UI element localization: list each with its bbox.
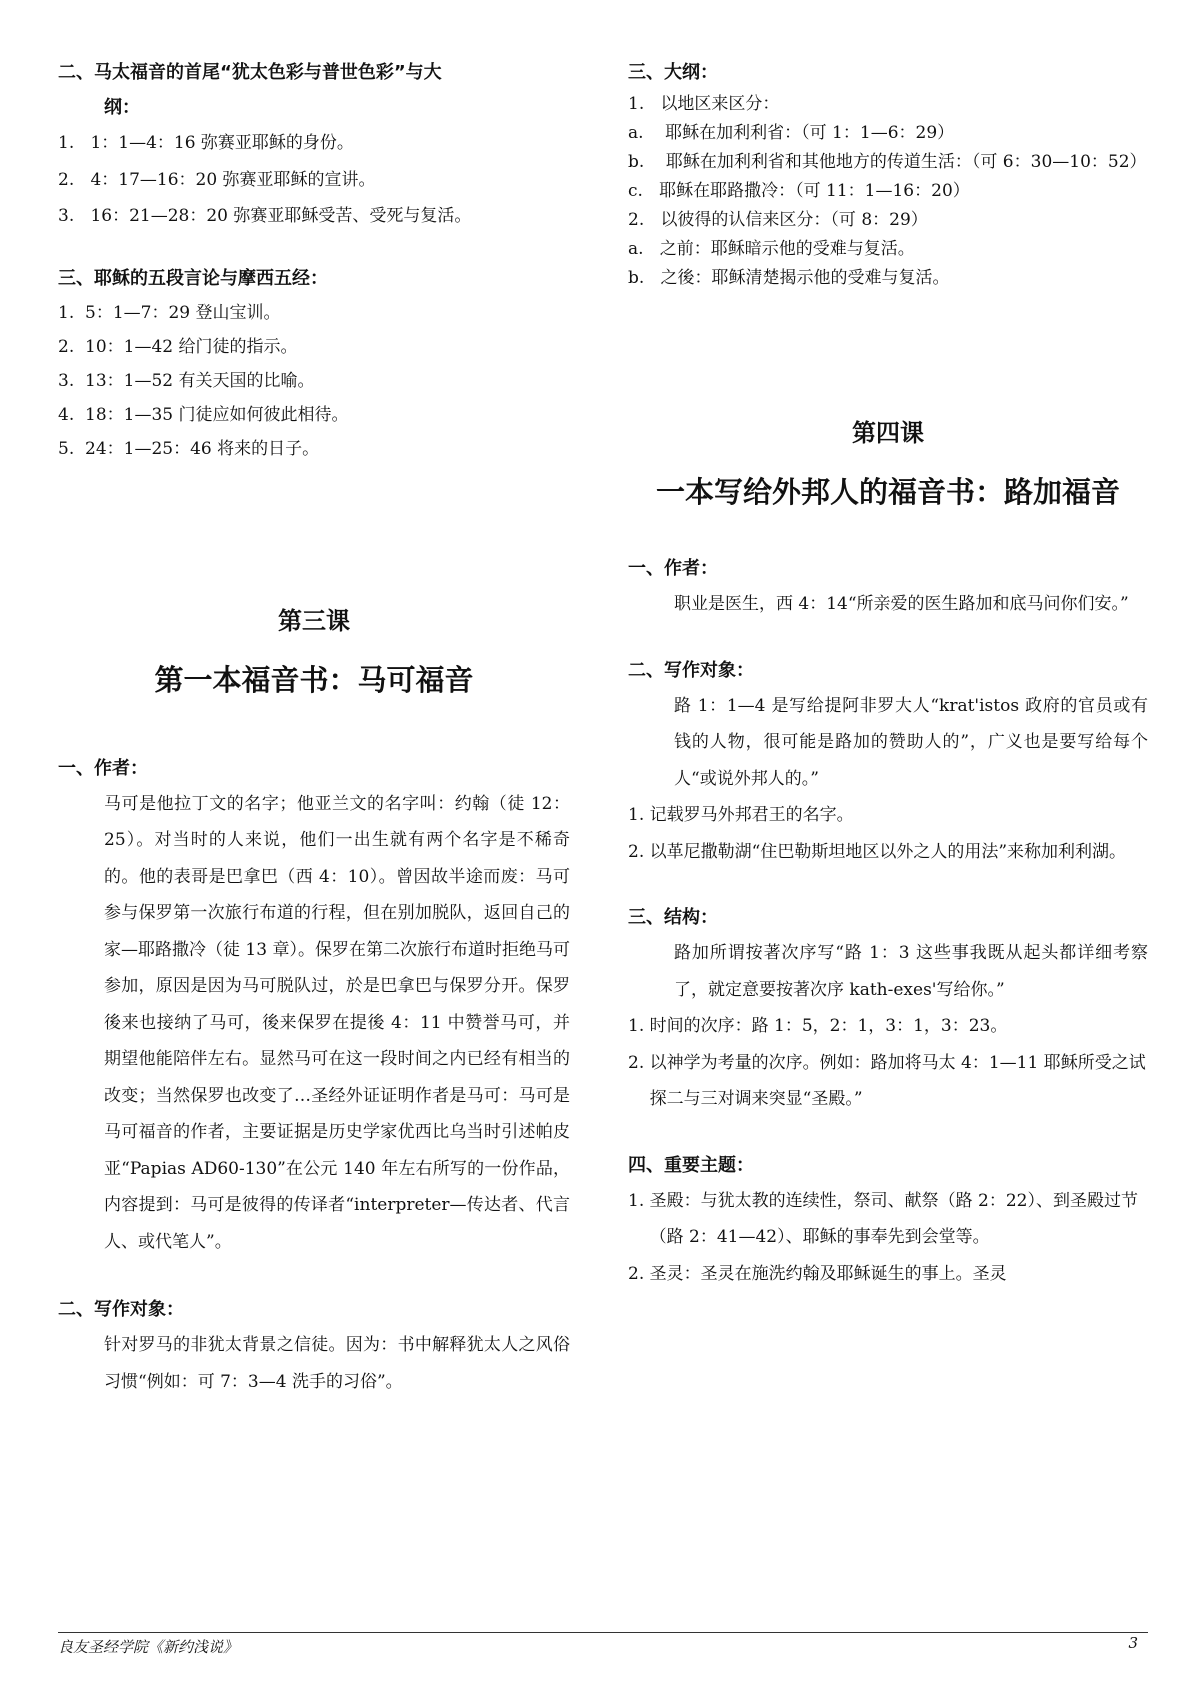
right-column [628,55,1148,1292]
item-number: b. [628,152,666,172]
item-number: 5. [58,438,86,459]
list-item [628,797,1148,834]
item-number: 1. [628,1190,650,1211]
list-item [58,432,570,466]
list-item [628,264,1148,293]
item-number: 3. [58,206,91,226]
section-heading: 二、写作对象： [628,659,754,681]
list-item [628,119,1148,148]
item-text: 圣殿：与犹太教的连续性，祭司、献祭（路 2：22）、到圣殿过节（路 2：41—42）、耶稣的事奉先到会堂等。 [649,1190,1138,1247]
item-number: 3. [58,370,86,391]
item-text: 4：17—16：20 弥赛亚耶稣的宣讲。 [90,169,376,190]
footer-divider [58,1632,1148,1633]
body-paragraph: 路加所谓按著次序写“路 1：3 这些事我既从起头都详细考察了，就定意要按著次序 kath-exes'写给你。” [674,943,1148,1000]
item-text: 时间的次序：路 1：5，2：1，3：1，3：23。 [649,1016,1008,1036]
footer-source: 良友圣经学院《新约浅说》 [58,1638,239,1656]
body-paragraph: 路 1：1—4 是写给提阿非罗大人“krat'istos 政府的官员或有钱的人物，很可能是路加的赞助人的”，广义也是要写给每个人“或说外邦人的。” [674,695,1148,789]
item-text: 以革尼撒勒湖“住巴勒斯坦地区以外之人的用法”来称加利利湖。 [649,841,1127,862]
section-heading: 一、作者： [58,757,148,779]
numbered-list [628,1183,1148,1293]
numbered-list [628,797,1148,870]
list-item [628,1008,1148,1045]
item-number: 4. [58,404,86,425]
list-item [58,162,570,199]
item-number: 1. [628,805,650,825]
body-paragraph: 职业是医生，西 4：14“所亲爱的医生路加和底马问你们安。” [674,594,1129,614]
list-item [58,330,570,364]
item-number: 1. [58,133,91,153]
lesson-number: 第四课 [852,419,924,447]
item-number: a. [628,239,660,259]
item-text: 耶稣在耶路撒冷：（可 11：1—16：20） [659,181,970,201]
list-item [58,364,570,398]
item-number: b. [628,268,661,288]
section-heading: 三、耶稣的五段言论与摩西五经： [58,267,328,289]
item-text: 10：1—42 给门徒的指示。 [85,336,298,357]
item-number: 2. [58,336,86,357]
item-text: 16：21—28：20 弥赛亚耶稣受苦、受死与复活。 [90,206,472,226]
item-text: 24：1—25：46 将来的日子。 [85,438,320,459]
body-paragraph: 针对罗马的非犹太背景之信徒。因为：书中解释犹太人之风俗习惯“例如：可 7：3—4 洗手的习俗”。 [104,1335,570,1392]
page-number: 3 [1128,1634,1138,1652]
item-number: 2. [628,841,650,862]
outline-list [628,90,1148,293]
item-text: 之後：耶稣清楚揭示他的受难与复活。 [660,268,950,288]
item-text: 5：1—7：29 登山宝训。 [85,302,281,323]
item-text: 记载罗马外邦君王的名字。 [649,805,854,825]
section-heading: 三、大纲： [628,62,718,83]
section-heading: 一、作者： [628,558,718,579]
item-text: 耶稣在加利利省和其他地方的传道生活：（可 6：30—10：52） [665,152,1147,172]
list-item [58,125,570,162]
lesson-title: 一本写给外邦人的福音书：路加福音 [655,475,1120,509]
item-text: 13：1—52 有关天国的比喻。 [85,370,315,391]
section-heading [58,55,570,125]
list-item [628,1045,1148,1118]
list-item [628,90,1148,119]
numbered-list [58,296,570,466]
numbered-list [628,1008,1148,1118]
section-heading: 二、写作对象： [58,1299,184,1320]
list-item [628,235,1148,264]
list-item [628,177,1148,206]
item-number: c. [628,181,660,201]
item-number: a. [628,123,666,143]
body-paragraph: 马可是他拉丁文的名字；他亚兰文的名字叫：约翰（徒 12：25）。对当时的人来说，他们一出生就有两个名字是不稀奇的。他的表哥是巴拿巴（西 4：10）。曾因故半途而废：马可参与保罗第一次旅行布道的行程，但在别加脱队，返回自己的家—耶路撒冷（徒 13 章）。保罗在第二次旅行布道时拒绝马可参加，原因是因为马可脱队过，於是巴拿巴与保罗分开。保罗後来也接纳了马可，後来保罗在提後 4：11 中赞誉马可，并期望他能陪伴左右。显然马可在这一段时间之内已经有相当的改变；当然保罗也改变了…圣经外证证明作者是马可：马可是马可福音的作者，主要证据是历史学家优西比乌当时引述帕皮亚“Papias AD60-130”在公元 140 年左右所写的一份作品，内容提到：马可是彼得的传译者“interpreter—传达者、代言人、或代笔人”。 [104,793,570,1252]
heading-text: 二、马太福音的首尾“犹太色彩与普世色彩”与大 [58,62,442,83]
section-heading: 四、重要主题： [628,1154,754,1176]
item-text: 之前：耶稣暗示他的受难与复活。 [659,239,915,259]
item-text: 以彼得的认信来区分：（可 8：29） [660,210,928,230]
lesson-title: 第一本福音书：马可福音 [154,662,474,697]
list-item [628,206,1148,235]
item-number: 2. [628,210,661,230]
heading-text: 纲： [104,97,140,118]
list-item [58,398,570,432]
item-number: 1. [628,1016,650,1036]
list-item [58,296,570,330]
section-heading: 三、结构： [628,907,718,928]
list-item [58,198,570,235]
left-column [58,55,570,1400]
item-number: 2. [628,1052,650,1073]
item-text: 以地区来区分： [660,94,780,114]
item-number: 2. [628,1263,650,1284]
item-text: 以神学为考量的次序。例如：路加将马太 4：1—11 耶稣所受之试探二与三对调来突显“圣殿。” [649,1052,1146,1109]
numbered-list [58,125,570,235]
item-number: 2. [58,169,91,190]
item-number: 1. [58,302,86,323]
list-item [628,1183,1148,1256]
list-item [628,834,1148,871]
item-number: 1. [628,94,661,114]
item-text: 耶稣在加利利省：（可 1：1—6：29） [665,123,955,143]
lesson-number: 第三课 [278,606,350,635]
item-text: 圣灵：圣灵在施洗约翰及耶稣诞生的事上。圣灵 [649,1263,1007,1284]
list-item [628,148,1148,177]
item-text: 1：1—4：16 弥赛亚耶稣的身份。 [90,133,354,153]
item-text: 18：1—35 门徒应如何彼此相待。 [85,404,349,425]
list-item [628,1256,1148,1293]
